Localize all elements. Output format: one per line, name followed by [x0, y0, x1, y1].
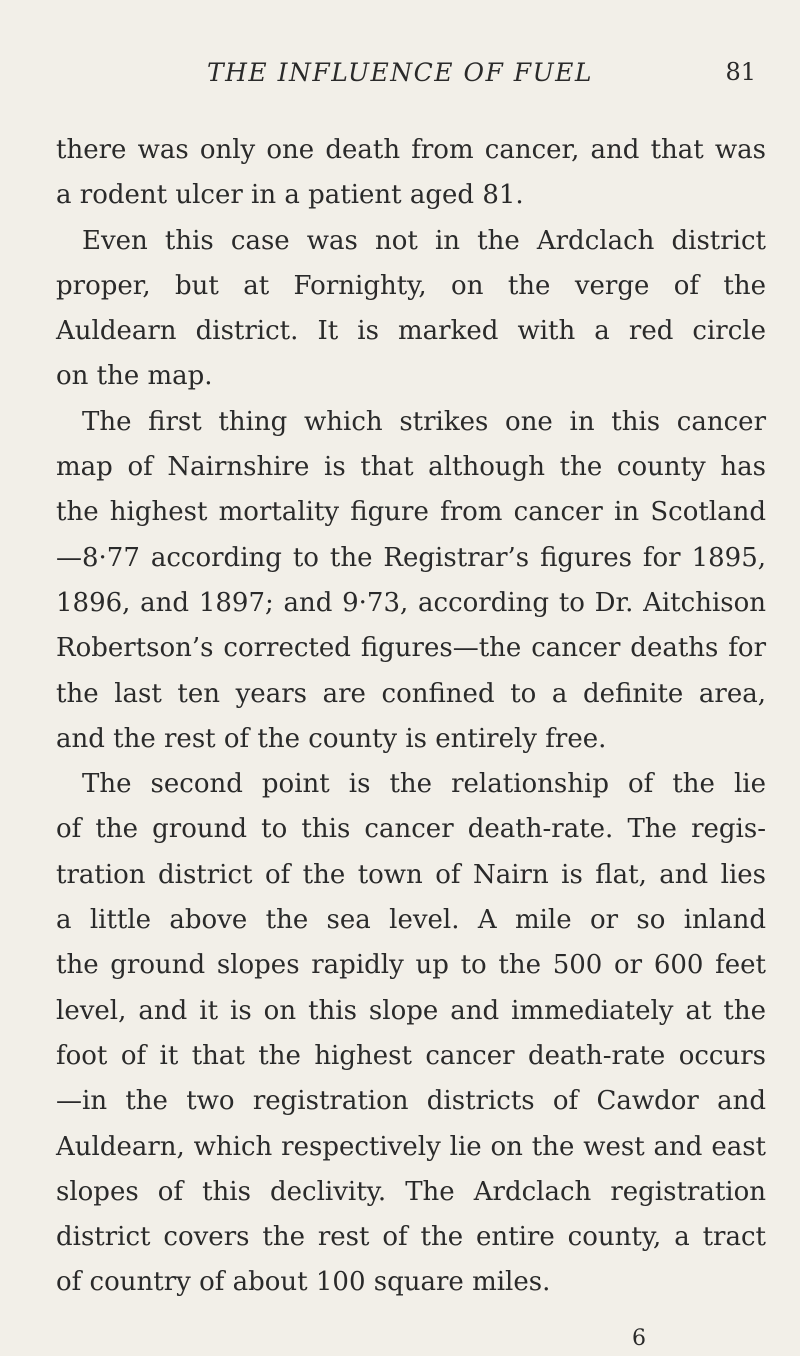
text-line: The second point is the relationship of the lie: [82, 769, 766, 800]
text-line: of the ground to this cancer death-rate. The regis-: [56, 814, 766, 845]
text-line: on the map.: [56, 361, 213, 392]
body-text: [56, 128, 766, 1306]
running-head: [0, 58, 800, 98]
text-line: a little above the sea level. A mile or so inland: [56, 905, 766, 936]
text-line: Robertson’s corrected figures—the cancer deaths for: [56, 633, 766, 664]
text-line: The first thing which strikes one in this cancer: [82, 406, 766, 437]
text-line: —8·77 according to the Registrar’s figures for 1895,: [56, 542, 766, 573]
text-line: 1896, and 1897; and 9·73, according to Dr. Aitchison: [56, 587, 766, 618]
page-number: 81: [725, 58, 756, 86]
text-line: map of Nairnshire is that although the county has: [56, 452, 766, 483]
text-line: the highest mortality figure from cancer in Scotland: [56, 497, 766, 528]
text-line: Auldearn district. It is marked with a red circle: [56, 316, 766, 347]
text-line: proper, but at Fornighty, on the verge of the: [56, 270, 766, 301]
text-line: —in the two registration districts of Cawdor and: [56, 1086, 766, 1117]
text-line: Even this case was not in the Ardclach district: [82, 225, 766, 256]
text-line: foot of it that the highest cancer death-rate occurs: [56, 1040, 766, 1071]
signature-mark: 6: [632, 1326, 646, 1351]
text-line: the ground slopes rapidly up to the 500 or 600 feet: [56, 950, 766, 981]
text-line: there was only one death from cancer, and that was: [56, 135, 766, 165]
text-line: slopes of this declivity. The Ardclach registration: [56, 1176, 766, 1207]
running-title: THE INFLUENCE OF FUEL: [206, 58, 594, 87]
text-line: the last ten years are confined to a definite area,: [56, 678, 766, 709]
text-line: level, and it is on this slope and immediately at the: [56, 995, 766, 1026]
text-line: a rodent ulcer in a patient aged 81.: [56, 180, 524, 211]
text-line: district covers the rest of the entire county, a tract: [56, 1222, 766, 1253]
text-line: and the rest of the county is entirely free.: [56, 723, 607, 754]
text-line: of country of about 100 square miles.: [56, 1267, 551, 1298]
text-line: tration district of the town of Nairn is flat, and lies: [56, 859, 766, 890]
text-line: Auldearn, which respectively lie on the west and east: [56, 1131, 766, 1162]
